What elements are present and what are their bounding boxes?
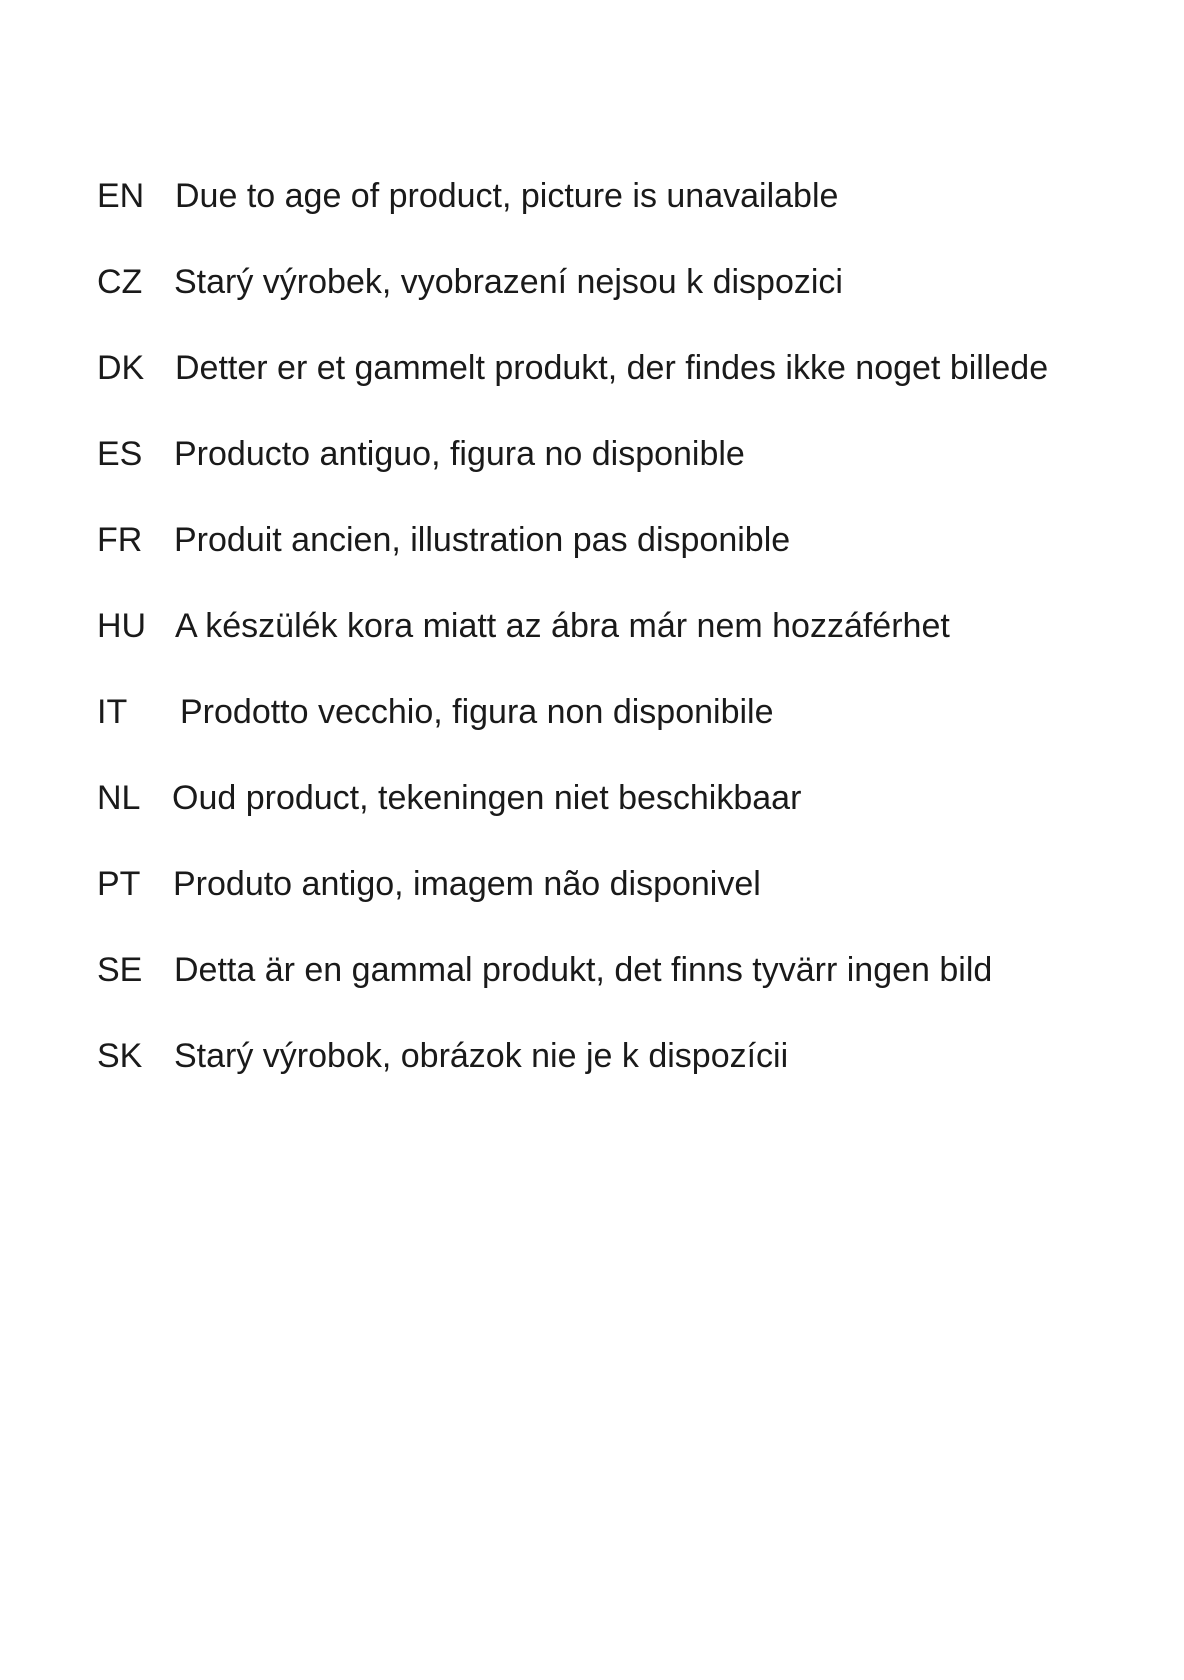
notice-text: Due to age of product, picture is unavailable <box>175 177 839 215</box>
notice-text: Oud product, tekeningen niet beschikbaar <box>172 779 802 817</box>
notice-row-pt <box>97 858 1137 944</box>
notice-row-hu <box>97 600 1137 686</box>
notice-text: Producto antiguo, figura no disponible <box>174 435 745 473</box>
notice-row-dk <box>97 342 1137 428</box>
notice-row-en <box>97 170 1137 256</box>
notice-text: Detta är en gammal produkt, det finns tyvärr ingen bild <box>174 951 993 989</box>
notice-row-fr <box>97 514 1137 600</box>
notice-row-es <box>97 428 1137 514</box>
notice-text: Produit ancien, illustration pas disponible <box>174 521 791 559</box>
notice-row-sk <box>97 1030 1137 1116</box>
notice-row-it <box>97 686 1137 772</box>
notice-text: Produto antigo, imagem não disponivel <box>173 865 761 903</box>
language-code: ES <box>97 435 143 473</box>
notice-text: A készülék kora miatt az ábra már nem hozzáférhet <box>175 607 950 645</box>
language-code: PT <box>97 865 141 903</box>
language-code: CZ <box>97 263 143 301</box>
notice-text: Prodotto vecchio, figura non disponibile <box>180 693 774 731</box>
language-code: EN <box>97 177 145 215</box>
language-code: IT <box>97 693 128 731</box>
language-code: HU <box>97 607 147 645</box>
language-code: DK <box>97 349 145 387</box>
notice-text: Starý výrobek, vyobrazení nejsou k dispozici <box>174 263 843 301</box>
notice-text: Starý výrobok, obrázok nie je k dispozícii <box>174 1037 789 1075</box>
notice-list <box>97 170 1137 1116</box>
language-code: SK <box>97 1037 143 1075</box>
language-code: NL <box>97 779 141 817</box>
notice-row-nl <box>97 772 1137 858</box>
notice-row-se <box>97 944 1137 1030</box>
language-code: SE <box>97 951 143 989</box>
notice-text: Detter er et gammelt produkt, der findes ikke noget billede <box>175 349 1049 387</box>
language-code: FR <box>97 521 143 559</box>
notice-row-cz <box>97 256 1137 342</box>
